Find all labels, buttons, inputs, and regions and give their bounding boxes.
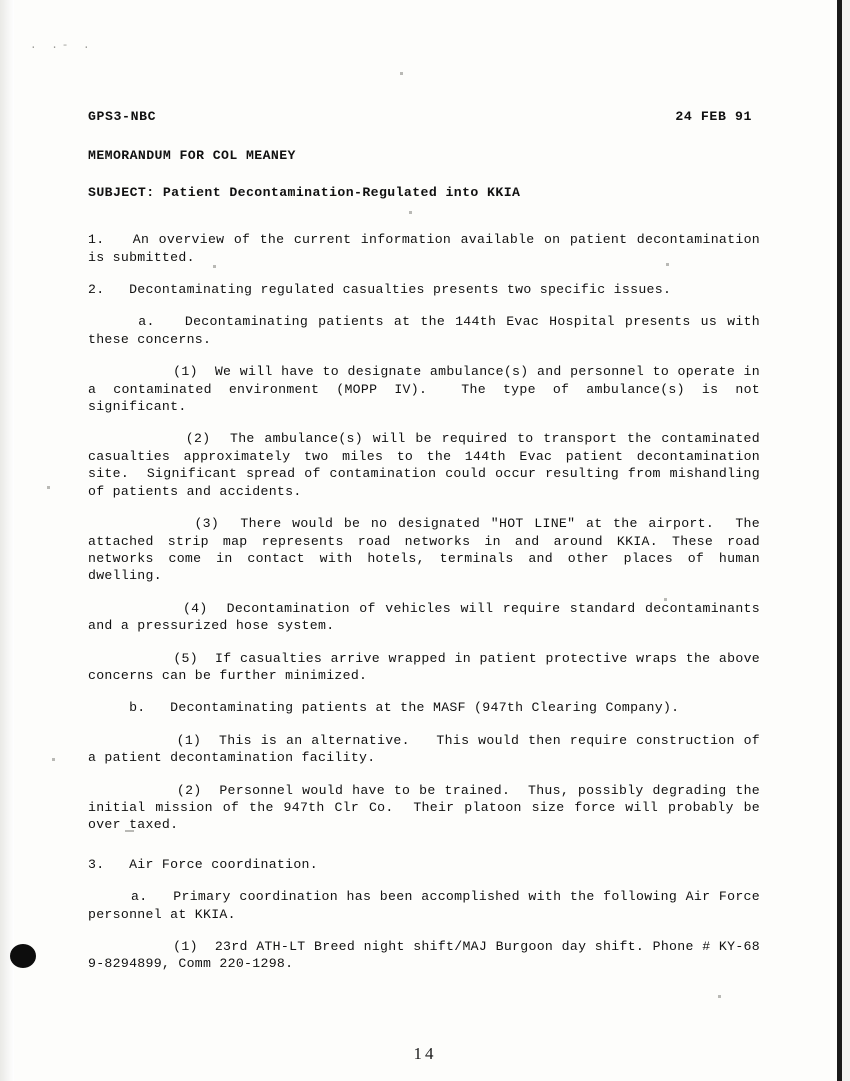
scan-speck bbox=[400, 72, 403, 75]
paragraph-2b: b. Decontaminating patients at the MASF (947th Clearing Company). bbox=[88, 700, 680, 716]
paragraph-3a-1: (1) 23rd ATH-LT Breed night shift/MAJ Burgoon day shift. Phone # KY-68 9-8294899, Comm 220-1298. bbox=[88, 939, 769, 972]
document-header bbox=[88, 108, 760, 125]
document-body bbox=[88, 108, 769, 973]
scan-speck bbox=[52, 758, 55, 761]
paragraph-2a-5: (5) If casualties arrive wrapped in patient protective wraps the above concerns can be further minimized. bbox=[88, 650, 769, 683]
paragraph-2b-2: (2) Personnel would have to be trained. Thus, possibly degrading the initial mission of the 947th Clr Co. Their platoon size force will probably be over taxed. bbox=[88, 782, 769, 833]
paragraph-2a: a. Decontaminating patients at the 144th Evac Hospital presents us with these concerns. bbox=[88, 314, 769, 347]
scan-artifact-marks: . .- . bbox=[30, 40, 94, 52]
left-scan-edge bbox=[0, 0, 14, 1081]
paragraph-3: 3. Air Force coordination. bbox=[88, 856, 318, 872]
paragraph-2b-1: (1) This is an alternative. This would then require construction of a patient decontamination facility. bbox=[88, 732, 769, 766]
document-date: 24 FEB 91 bbox=[675, 109, 752, 124]
paragraph-1: 1. An overview of the current information available on patient decontamination is submitted. bbox=[88, 232, 769, 265]
paragraph-2a-2: (2) The ambulance(s) will be required to transport the contaminated casualties approximately two miles to the 144th Evac patient decontamination site. Significant spread of contamination could occur resulting from mishandling of patients and accidents. bbox=[88, 431, 769, 499]
right-scan-edge bbox=[842, 0, 850, 1081]
subject-line: SUBJECT: Patient Decontamination-Regulated into KKIA bbox=[88, 184, 521, 200]
hole-punch-mark bbox=[10, 944, 36, 968]
paragraph-2: 2. Decontaminating regulated casualties presents two specific issues. bbox=[88, 282, 672, 298]
paragraph-2a-1: (1) We will have to designate ambulance(s) and personnel to operate in a contaminated environment (MOPP IV). The type of ambulance(s) is not significant. bbox=[88, 364, 769, 415]
office-symbol: GPS3-NBC bbox=[88, 109, 157, 124]
scan-speck bbox=[47, 486, 50, 489]
memorandum-for-line: MEMORANDUM FOR COL MEANEY bbox=[88, 148, 296, 164]
page-number: 14 bbox=[413, 1044, 437, 1063]
right-black-margin-bar bbox=[837, 0, 842, 1081]
paragraph-3a: a. Primary coordination has been accomplished with the following Air Force personnel at KKIA. bbox=[88, 889, 769, 922]
paragraph-2a-4: (4) Decontamination of vehicles will require standard decontaminants and a pressurized hose system. bbox=[88, 600, 769, 634]
paragraph-2a-3: (3) There would be no designated "HOT LINE" at the airport. The attached strip map represents road networks in and around KKIA. These road networks come in contact with hotels, terminals and other places of human dwelling. bbox=[88, 516, 769, 584]
scan-speck bbox=[718, 995, 721, 998]
